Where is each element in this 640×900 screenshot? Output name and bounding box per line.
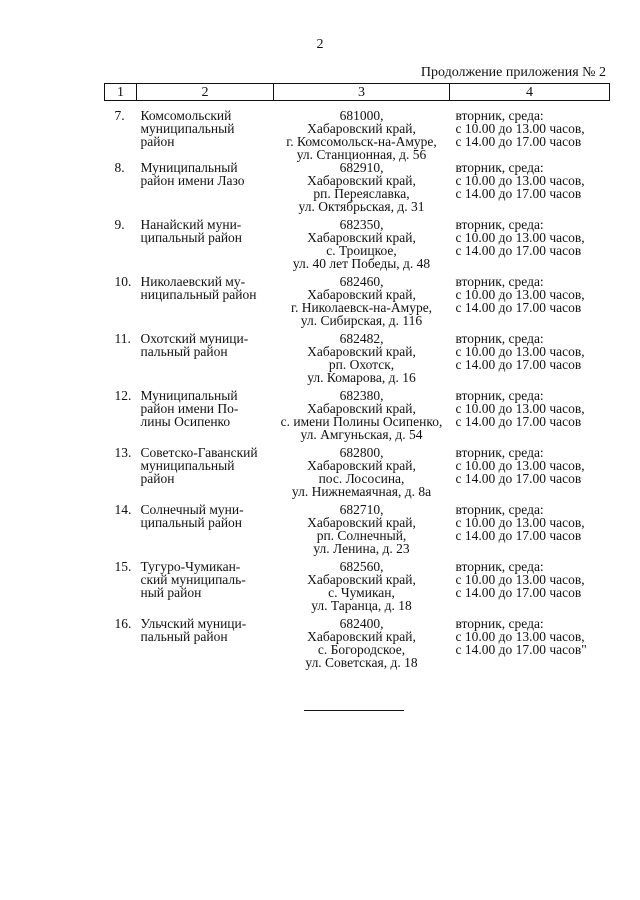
row-number: 13.	[114, 445, 132, 460]
district-name-line: Муниципальный	[140, 160, 238, 175]
district-name-line: Нанайский муни-	[140, 217, 242, 232]
table-row	[105, 503, 610, 560]
reception-hours-line: с 10.00 до 13.00 часов,	[455, 230, 585, 245]
office-address	[274, 332, 450, 389]
office-address-line: г. Николаевск-на-Амуре,	[290, 300, 433, 315]
reception-hours-line: с 14.00 до 17.00 часов	[455, 134, 582, 149]
reception-hours-line: с 14.00 до 17.00 часов	[455, 471, 582, 486]
office-address-line: с. Богородское,	[317, 642, 406, 657]
district-name	[137, 101, 274, 162]
district-name-line: район	[140, 471, 175, 486]
office-address-line: 682800,	[339, 445, 384, 460]
reception-hours	[450, 101, 610, 162]
office-address	[274, 503, 450, 560]
office-address-line: ул. 40 лет Победы, д. 48	[292, 256, 431, 271]
table-row	[105, 218, 610, 275]
reception-hours-line: с 14.00 до 17.00 часов	[455, 186, 582, 201]
reception-hours	[450, 446, 610, 503]
appendix-continuation-label: Продолжение приложения № 2	[420, 65, 606, 80]
reception-hours-line: с 14.00 до 17.00 часов	[455, 243, 582, 258]
office-address-line: 682380,	[339, 388, 384, 403]
reception-hours-line: вторник, среда:	[455, 616, 544, 631]
office-address-line: пос. Лососина,	[318, 471, 405, 486]
office-address-line: 682460,	[339, 274, 384, 289]
closing-rule	[304, 710, 404, 711]
reception-hours	[450, 389, 610, 446]
row-number: 16.	[114, 616, 132, 631]
reception-hours-line: с 10.00 до 13.00 часов,	[455, 629, 585, 644]
office-address-line: Хабаровский край,	[307, 344, 416, 359]
office-address-line: 682910,	[339, 160, 384, 175]
district-name-line: пальный район	[140, 344, 228, 359]
office-address-line: Хабаровский край,	[307, 230, 416, 245]
row-number: 7.	[114, 108, 125, 123]
reception-hours	[450, 617, 610, 674]
district-name-line: муниципальный	[140, 121, 235, 136]
reception-hours-line: с 14.00 до 17.00 часов	[455, 300, 582, 315]
table-row	[105, 332, 610, 389]
office-address-line: Хабаровский край,	[307, 173, 416, 188]
district-name-line: ципальный район	[140, 230, 243, 245]
table-row	[105, 389, 610, 446]
district-name-line: Тугуро-Чумикан-	[140, 559, 241, 574]
reception-hours-line: с 10.00 до 13.00 часов,	[455, 121, 585, 136]
reception-hours-line: с 10.00 до 13.00 часов,	[455, 344, 585, 359]
district-name-line: Муниципальный	[140, 388, 238, 403]
reception-hours-line: вторник, среда:	[455, 331, 544, 346]
reception-hours-line: вторник, среда:	[455, 274, 544, 289]
office-address-line: Хабаровский край,	[307, 401, 416, 416]
reception-hours-line: вторник, среда:	[455, 502, 544, 517]
row-number: 12.	[114, 388, 132, 403]
reception-hours-line: вторник, среда:	[455, 108, 544, 123]
district-name-line: Солнечный муни-	[140, 502, 244, 517]
office-address-line: 682400,	[339, 616, 384, 631]
district-name-line: ный район	[140, 585, 202, 600]
district-name	[137, 560, 274, 617]
reception-hours-line: с 10.00 до 13.00 часов,	[455, 572, 585, 587]
district-name	[137, 332, 274, 389]
office-address-line: ул. Комарова, д. 16	[307, 370, 416, 385]
office-address-line: Хабаровский край,	[307, 629, 416, 644]
table-row	[105, 275, 610, 332]
office-address-line: ул. Сибирская, д. 116	[300, 313, 423, 328]
office-address-line: Хабаровский край,	[307, 572, 416, 587]
office-address	[274, 560, 450, 617]
district-name-line: Советско-Гаванский	[140, 445, 258, 460]
reception-hours-line: вторник, среда:	[455, 217, 544, 232]
table-row	[105, 560, 610, 617]
reception-hours	[450, 503, 610, 560]
district-name	[137, 218, 274, 275]
row-number: 15.	[114, 559, 132, 574]
district-name	[137, 446, 274, 503]
reception-hours-line: с 14.00 до 17.00 часов	[455, 357, 582, 372]
office-address	[274, 101, 450, 162]
office-address	[274, 218, 450, 275]
column-hours-header: 4	[450, 84, 610, 101]
office-address-line: с. имени Полины Осипенко,	[280, 414, 443, 429]
office-address-line: 682482,	[339, 331, 384, 346]
reception-hours	[450, 218, 610, 275]
reception-hours-line: вторник, среда:	[455, 445, 544, 460]
column-number-header: 1	[105, 84, 137, 101]
office-address-line: рп. Охотск,	[328, 357, 395, 372]
office-address-line: с. Троицкое,	[326, 243, 397, 258]
row-number: 9.	[114, 217, 125, 232]
reception-hours-line: вторник, среда:	[455, 559, 544, 574]
reception-hours-line: с 14.00 до 17.00 часов	[455, 414, 582, 429]
district-name-line: Охотский муници-	[140, 331, 249, 346]
district-name-line: пальный район	[140, 629, 228, 644]
row-number: 14.	[114, 502, 132, 517]
district-name	[137, 503, 274, 560]
office-address-line: ул. Октябрьская, д. 31	[298, 199, 425, 214]
office-address-line: 681000,	[339, 108, 384, 123]
district-name-line: Ульчский муници-	[140, 616, 247, 631]
office-address-line: 682710,	[339, 502, 384, 517]
office-address-line: с. Чумикан,	[328, 585, 395, 600]
reception-hours-line: с 10.00 до 13.00 часов,	[455, 173, 585, 188]
reception-hours-line: с 10.00 до 13.00 часов,	[455, 287, 585, 302]
row-number: 8.	[114, 160, 125, 175]
office-address	[274, 617, 450, 674]
district-name	[137, 161, 274, 218]
district-name-line: Николаевский му-	[140, 274, 246, 289]
district-name-line: лины Осипенко	[140, 414, 231, 429]
office-address	[274, 389, 450, 446]
office-address	[274, 161, 450, 218]
reception-hours-line: с 10.00 до 13.00 часов,	[455, 515, 585, 530]
district-name-line: ципальный район	[140, 515, 243, 530]
office-address-line: Хабаровский край,	[307, 458, 416, 473]
table-row	[105, 446, 610, 503]
office-address	[274, 275, 450, 332]
appendix-table	[104, 83, 610, 674]
office-address-line: рп. Переяславка,	[313, 186, 410, 201]
district-name-line: ниципальный район	[140, 287, 257, 302]
office-address-line: Хабаровский край,	[307, 287, 416, 302]
district-name-line: Комсомольский	[140, 108, 232, 123]
office-address-line: ул. Ленина, д. 23	[313, 541, 410, 556]
reception-hours-line: с 14.00 до 17.00 часов	[455, 585, 582, 600]
reception-hours-line: вторник, среда:	[455, 388, 544, 403]
reception-hours-line: с 10.00 до 13.00 часов,	[455, 458, 585, 473]
table-header-row	[105, 84, 610, 101]
table-row	[105, 161, 610, 218]
office-address-line: ул. Таранца, д. 18	[311, 598, 412, 613]
table-row	[105, 101, 610, 162]
office-address-line: рп. Солнечный,	[316, 528, 407, 543]
reception-hours-line: с 14.00 до 17.00 часов	[455, 528, 582, 543]
page-number: 2	[316, 37, 324, 52]
district-name-line: район имени Лазо	[140, 173, 245, 188]
reception-hours-line: с 14.00 до 17.00 часов"	[455, 642, 587, 657]
column-address-header: 3	[274, 84, 450, 101]
reception-hours-line: с 10.00 до 13.00 часов,	[455, 401, 585, 416]
reception-hours	[450, 560, 610, 617]
reception-hours	[450, 161, 610, 218]
office-address-line: 682350,	[339, 217, 384, 232]
district-name	[137, 617, 274, 674]
district-name	[137, 389, 274, 446]
reception-hours-line: вторник, среда:	[455, 160, 544, 175]
office-address-line: 682560,	[339, 559, 384, 574]
office-address	[274, 446, 450, 503]
column-district-header: 2	[137, 84, 274, 101]
office-address-line: ул. Станционная, д. 56	[296, 147, 427, 162]
district-name-line: район	[140, 134, 175, 149]
district-name-line: ский муниципаль-	[140, 572, 246, 587]
office-address-line: ул. Советская, д. 18	[305, 655, 418, 670]
office-address-line: ул. Нижнемаячная, д. 8а	[291, 484, 432, 499]
office-address-line: ул. Амгуньская, д. 54	[300, 427, 423, 442]
table-row	[105, 617, 610, 674]
office-address-line: г. Комсомольск-на-Амуре,	[286, 134, 437, 149]
office-address-line: Хабаровский край,	[307, 121, 416, 136]
district-name	[137, 275, 274, 332]
row-number: 10.	[114, 274, 132, 289]
office-address-line: Хабаровский край,	[307, 515, 416, 530]
reception-hours	[450, 275, 610, 332]
table-body	[105, 101, 610, 675]
reception-hours	[450, 332, 610, 389]
district-name-line: муниципальный	[140, 458, 235, 473]
district-name-line: район имени По-	[140, 401, 239, 416]
row-number: 11.	[114, 331, 131, 346]
